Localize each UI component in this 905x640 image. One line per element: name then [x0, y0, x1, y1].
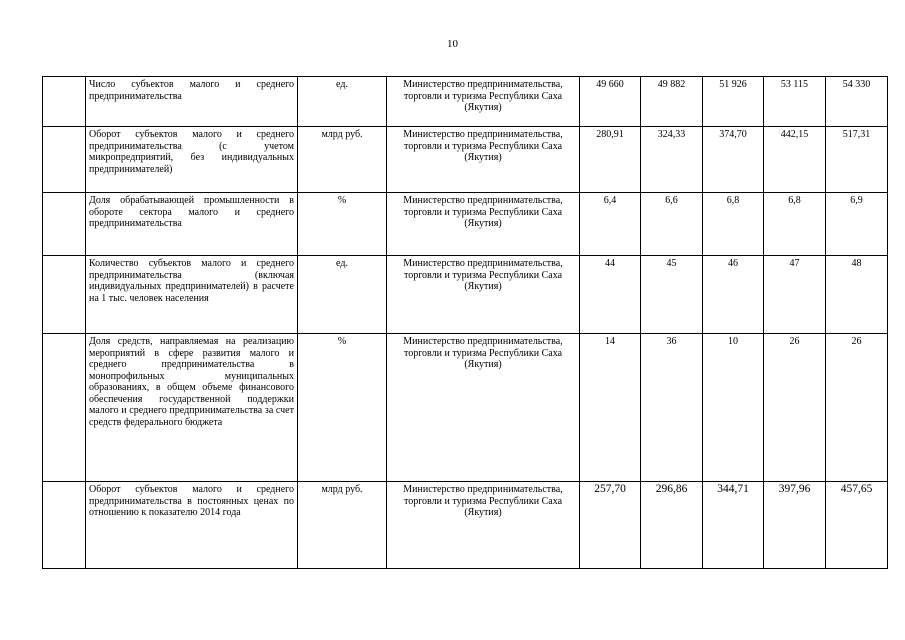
value-cell: 6,9 — [826, 193, 888, 256]
value-cell: 517,31 — [826, 127, 888, 193]
value-cell: 51 926 — [703, 77, 764, 127]
page-number: 10 — [447, 38, 458, 50]
indicator-name-cell: Доля средств, направляемая на реализацию мероприятий в сфере развития малого и среднего предпринимательства в монопрофильных муниципальных образованиях, в общем объеме финансового обеспечения государственной поддержки малого и среднего предпринимательства за счет средств федерального бюджета — [86, 334, 298, 482]
indicator-name-cell: Оборот субъектов малого и среднего предпринимательства в постоянных ценах по отношению к показателю 2014 года — [86, 482, 298, 569]
value-cell: 45 — [641, 256, 703, 334]
source-cell: Министерство предпринимательства, торговли и туризма Республики Саха (Якутия) — [387, 334, 580, 482]
value-cell: 47 — [764, 256, 826, 334]
value-cell: 344,71 — [703, 482, 764, 569]
value-cell: 49 660 — [580, 77, 641, 127]
value-cell: 296,86 — [641, 482, 703, 569]
value-cell: 6,4 — [580, 193, 641, 256]
source-cell: Министерство предпринимательства, торговли и туризма Республики Саха (Якутия) — [387, 256, 580, 334]
unit-cell: ед. — [298, 77, 387, 127]
value-cell: 374,70 — [703, 127, 764, 193]
table-row — [43, 127, 888, 193]
table-row — [43, 77, 888, 127]
value-cell: 54 330 — [826, 77, 888, 127]
value-cell: 10 — [703, 334, 764, 482]
value-cell: 280,91 — [580, 127, 641, 193]
value-cell: 53 115 — [764, 77, 826, 127]
indicators-table — [42, 76, 888, 569]
indicator-name-cell: Число субъектов малого и среднего предпринимательства — [86, 77, 298, 127]
unit-cell: ед. — [298, 256, 387, 334]
value-cell: 26 — [764, 334, 826, 482]
unit-cell: % — [298, 334, 387, 482]
value-cell: 6,8 — [703, 193, 764, 256]
value-cell: 457,65 — [826, 482, 888, 569]
value-cell: 46 — [703, 256, 764, 334]
indicator-name-cell: Доля обрабатывающей промышленности в обороте сектора малого и среднего предпринимательства — [86, 193, 298, 256]
row-number-cell — [43, 256, 86, 334]
table-row — [43, 193, 888, 256]
indicator-name-cell: Количество субъектов малого и среднего предпринимательства (включая индивидуальных предпринимателей) в расчете на 1 тыс. человек населения — [86, 256, 298, 334]
value-cell: 44 — [580, 256, 641, 334]
value-cell: 26 — [826, 334, 888, 482]
value-cell: 49 882 — [641, 77, 703, 127]
value-cell: 442,15 — [764, 127, 826, 193]
row-number-cell — [43, 77, 86, 127]
value-cell: 36 — [641, 334, 703, 482]
indicator-name-cell: Оборот субъектов малого и среднего предпринимательства (с учетом микропредприятий, без индивидуальных предпринимателей) — [86, 127, 298, 193]
row-number-cell — [43, 334, 86, 482]
value-cell: 14 — [580, 334, 641, 482]
row-number-cell — [43, 482, 86, 569]
table-row — [43, 482, 888, 569]
unit-cell: % — [298, 193, 387, 256]
unit-cell: млрд руб. — [298, 127, 387, 193]
unit-cell: млрд руб. — [298, 482, 387, 569]
value-cell: 6,6 — [641, 193, 703, 256]
row-number-cell — [43, 127, 86, 193]
source-cell: Министерство предпринимательства, торговли и туризма Республики Саха (Якутия) — [387, 193, 580, 256]
value-cell: 6,8 — [764, 193, 826, 256]
table-row — [43, 334, 888, 482]
source-cell: Министерство предпринимательства, торговли и туризма Республики Саха (Якутия) — [387, 127, 580, 193]
value-cell: 257,70 — [580, 482, 641, 569]
source-cell: Министерство предпринимательства, торговли и туризма Республики Саха (Якутия) — [387, 482, 580, 569]
value-cell: 324,33 — [641, 127, 703, 193]
row-number-cell — [43, 193, 86, 256]
source-cell: Министерство предпринимательства, торговли и туризма Республики Саха (Якутия) — [387, 77, 580, 127]
value-cell: 48 — [826, 256, 888, 334]
table-row — [43, 256, 888, 334]
value-cell: 397,96 — [764, 482, 826, 569]
